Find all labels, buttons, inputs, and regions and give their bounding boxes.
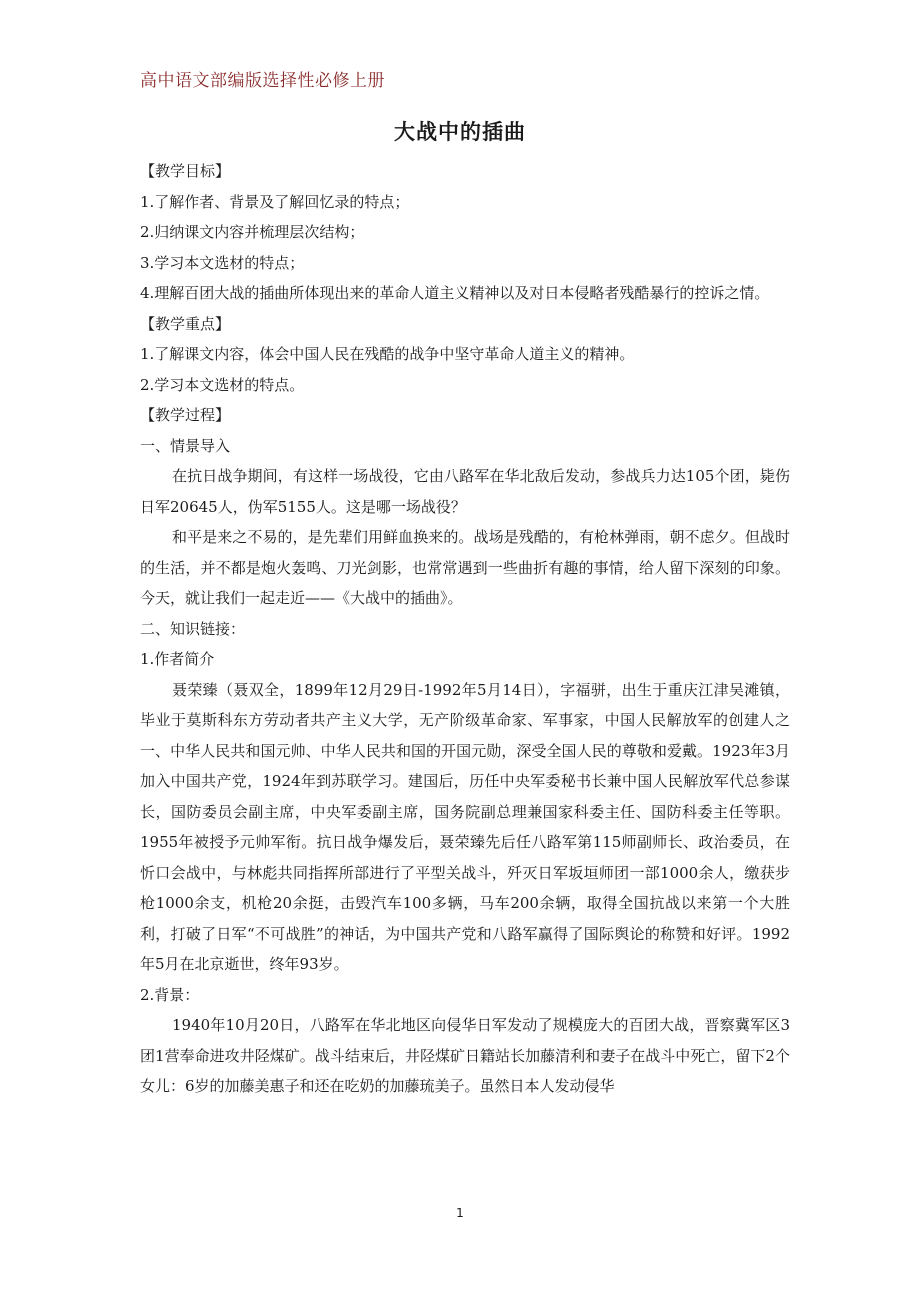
section-heading: 二、知识链接： [140, 619, 246, 638]
document-body [140, 156, 790, 1102]
key-point-item: 1.了解课文内容，体会中国人民在残酷的战争中坚守革命人道主义的精神。 [140, 345, 635, 363]
section-heading: 一、情景导入 [140, 436, 231, 455]
goal-item: 2.归纳课文内容并梳理层次结构； [140, 223, 365, 241]
background-paragraph: 1940年10月20日，八路军在华北地区向侵华日军发动了规模庞大的百团大战，晋察冀军区3团1营奉命进攻井陉煤矿。战斗结束后，井陉煤矿日籍站长加藤清利和妻子在战斗中死亡，留下2个女儿：6岁的加藤美惠子和还在吃奶的加藤琉美子。虽然日本人发动侵华 [140, 1016, 790, 1095]
process-heading: 【教学过程】 [140, 406, 231, 424]
document-title: 大战中的插曲 [394, 120, 526, 144]
goal-item: 3.学习本文选材的特点； [140, 253, 305, 272]
intro-paragraph: 在抗日战争期间，有这样一场战役，它由八路军在华北敌后发动，参战兵力达105个团，毙伤日军20645人，伪军5155人。这是哪一场战役？ [140, 467, 790, 516]
goals-heading: 【教学目标】 [140, 162, 231, 180]
author-paragraph: 聂荣臻（聂双全，1899年12月29日-1992年5月14日），字福骈，出生于重庆江津吴滩镇，毕业于莫斯科东方劳动者共产主义大学，无产阶级革命家、军事家，中国人民解放军的创建人之一、中华人民共和国元帅、中华人民共和国的开国元勋，深受全国人民的尊敬和爱戴。1923年3月加入中国共产党，1924年到苏联学习。建国后，历任中央军委秘书长兼中国人民解放军代总参谋长，国防委员会副主席，中央军委副主席，国务院副总理兼国家科委主任、国防科委主任等职。1955年被授予元帅军衔。抗日战争爆发后，聂荣臻先后任八路军第115师副师长、政治委员，在忻口会战中，与林彪共同指挥所部进行了平型关战斗，歼灭日军坂垣师团一部1000余人，缴获步枪1000余支，机枪20余挺，击毁汽车100多辆，马车200余辆，取得全国抗战以来第一个大胜利，打破了日军“不可战胜”的神话，为中国共产党和八路军赢得了国际舆论的称赞和好评。1992年5月在北京逝世，终年93岁。 [140, 680, 790, 973]
goal-item: 4.理解百团大战的插曲所体现出来的革命人道主义精神以及对日本侵略者残酷暴行的控诉之情。 [140, 284, 770, 302]
intro-paragraph: 和平是来之不易的，是先辈们用鲜血换来的。战场是残酷的，有枪林弹雨，朝不虑夕。但战时的生活，并不都是炮火轰鸣、刀光剑影，也常常遇到一些曲折有趣的事情，给人留下深刻的印象。今天，就让我们一起走近——《大战中的插曲》。 [140, 528, 790, 607]
course-header: 高中语文部编版选择性必修上册 [140, 71, 385, 91]
key-points-heading: 【教学重点】 [140, 314, 231, 333]
background-heading: 2.背景： [140, 985, 200, 1004]
author-heading: 1.作者简介 [140, 650, 215, 668]
page-number: 1 [456, 1206, 464, 1220]
key-point-item: 2.学习本文选材的特点。 [140, 375, 305, 394]
goal-item: 1.了解作者、背景及了解回忆录的特点； [140, 192, 410, 211]
